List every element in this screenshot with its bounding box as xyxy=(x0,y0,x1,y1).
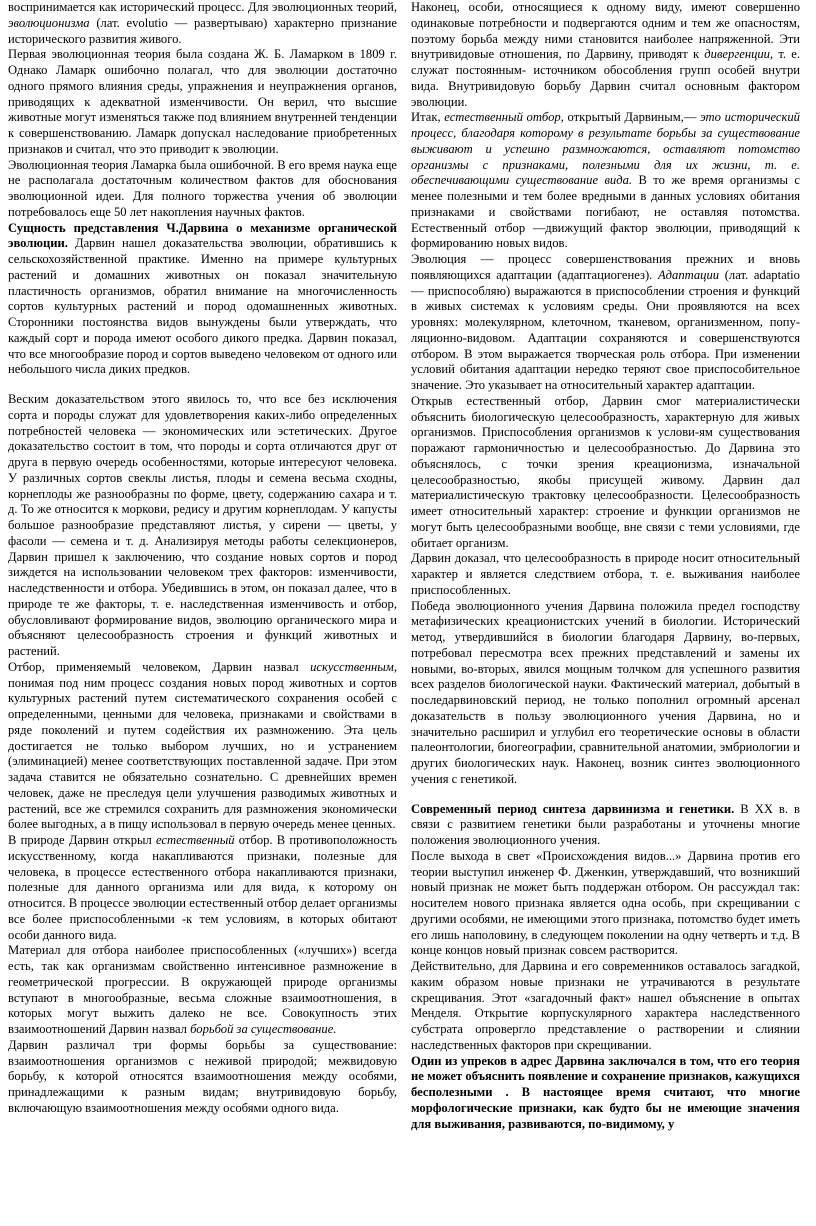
term-evolutionism: эволюционизма xyxy=(8,15,90,30)
term-natural: естественный xyxy=(155,833,235,847)
term-artificial: искусственным, xyxy=(310,659,397,674)
text: открытый Дарвиным,— xyxy=(567,110,697,125)
paragraph-intraspecific xyxy=(411,0,800,110)
text: воспринимается как исторический процесс. Для эволюционных теорий, xyxy=(8,0,397,14)
section-heading: Сущность представления Ч.Дарвина о механизме органической эволюции. xyxy=(8,220,397,251)
section-heading: Современный период синтеза дарвинизма и генетики. xyxy=(411,801,735,816)
paragraph-mendel: Действительно, для Дарвина и его современников оставалось загадкой, каким образом новые признаки не утрачиваются в результате скрещивания. Этот «загадочный факт» нашел объяснение в опытах Менделя. Открытие корпускулярного характера наследственного субстрата опровергло представление о растворении и слиянии наследственных факторов при скрещивании. xyxy=(411,959,800,1052)
left-column xyxy=(8,0,397,1226)
text: т. е. служат постоянным- источником обособления групп особей внутри вида. Внутривидовую борьбу Дарвин считал основным фактором эволюции. xyxy=(411,47,801,109)
term-struggle-for-existence: борьбой за существование. xyxy=(190,1022,337,1036)
paragraph-artificial-selection xyxy=(8,660,397,833)
text: В XX в. в связи с развитием генетики были разработаны и уточнены многие положения эволюционного учения. xyxy=(411,801,800,847)
paragraph-struggle xyxy=(8,943,397,1038)
text: Итак, xyxy=(411,110,441,125)
paragraph-natural-selection-definition xyxy=(411,110,800,252)
paragraph-forms-of-struggle: Дарвин различал три формы борьбы за существование: взаимоотношения организмов с неживой природой; межвидовую борьбу, к которой относятся взаимоотношения между особями, принадлежащими к разным видам; внутривидовую борьбу, включающую взаимоотношения между особями одного вида. xyxy=(8,1037,397,1115)
text: (лат. evolutio — развертываю) характерно признание исторического развития живого. xyxy=(8,15,397,46)
paragraph-relative-expediency: Дарвин доказал, что целесообразность в природе носит относительный характер и является следствием отбора, т. е. выживания наиболее приспособленных. xyxy=(411,551,800,597)
text: Эволюция — процесс совершенствования прежних и вновь появляющихся адаптации (адаптациогенез). xyxy=(411,252,800,282)
term-divergence: дивергенции, xyxy=(704,47,774,62)
text: Отбор, применяемый человеком, Дарвин назвал xyxy=(8,659,299,674)
paragraph-lamarck-theory: Первая эволюционная теория была создана Ж. Б. Ламарком в 1809 г. Однако Ламарк ошибочно полагал, что для эволюции достаточно одного прямого влияния среды, упражнения и неупражнения органов, приводящих к адекватной изменчивости. Он верил, что высшие животные могут изменяться также под влиянием внутренней тенденции к совершенствованию. Ламарк допускал наследование приобретенных признаков и считал, что это приводит к эволюции. xyxy=(8,47,397,156)
text: (лат. adaptatio— приспособляю) выражаются в приспособлении строения и функций в живых системах к условиям среды. Они проявляются на всех уровнях: молекулярном, клеточном, тканевом, организменном, попу-ляционно-видовом. Адаптации сохраняются и совершенствуются отбором. В этом выражается творческая роль отбора. При изменении условий обитания адаптации нередко теряют свое приспособительное значение. Это указывает на относительный характер адаптации. xyxy=(411,267,800,392)
text: понимая под ним процесс создания новых пород животных и сортов культурных растений путем систематического сохранения особей с определенными, ценными для человека, признаками и свойствами в ряде поколений и путем содействия их размножению. Эта цель достигается не только выбором лучших, но и устранением (элиминацией) менее соответствующих поставленной задаче. При этом задача ставится не обязательно сознательно. С древнейших времен человек, даже не преследуя цели улучшения разводимых животных и растений, все же стремился сохранить для размножения экономически более выгодных, а в пищу использовал в первую очередь менее ценных. xyxy=(8,675,397,832)
paragraph-reproach: Один из упреков в адрес Дарвина заключался в том, что его теория не может объяснить появление и сохранение признаков, кажущихся бесполезными . В настоящее время считают, что многие морфологические признаки, как будто бы не имеющие значения для выживания, развиваются, по-видимому, у xyxy=(411,1053,800,1131)
right-column xyxy=(411,0,800,1226)
text: отбор. В противоположность искусственному, когда накапливаются признаки, полезные для человека, в процессе естественного отбора накапливаются признаки, полезные для данного организма или для вида, к которому он относится. В процессе эволюции естественный отбор делает организмы все более приспособленными -к тем условиям, в которых обитают особи данного вида. xyxy=(8,833,397,942)
text: Наконец, особи, относящиеся к одному виду, имеют совершенно одинаковые потребности и подвергаются одним и тем же опасностям, поэтому борьба между ними становится наиболее напряженной. Эти внутривидовые отношения, по Дарвину, приводят к xyxy=(411,0,800,62)
text: Материал для отбора наиболее приспособленных («лучших») всегда есть, так как организмам свойственно интенсивное размножение в геометрической прогрессии. В окружающей природе организмы вступают в многообразные, весьма сложные взаимоотношения, в которых могут выжить далеко не все. Совокупность этих взаимоотношений Дарвин назвал xyxy=(8,943,397,1036)
paragraph-victory: Победа эволюционного учения Дарвина положила предел господству метафизических креационистских учений в биологии. Исторический метод, утвердившийся в биологии благодаря Дарвину, во-первых, потребовал пересмотра всех прежних представлений и замены их новыми, во-вторых, явился мощным толчком для успешного развития всех разделов биологической науки. Фактический материал, добытый в последарвиновский период, не только пополнил огромный арсенал доказательств в пользу эволюционного учения Дарвина, но и значительно расширил и углубил его теоретические основы в области палеонтологии, биогеографии, сравнительной анатомии, эмбриологии и других биологических наук. Наконец, возник синтез эволюционного учения с генетикой. xyxy=(411,598,800,786)
paragraph-expediency: Открыв естественный отбор, Дарвин смог материалистически объяснить биологическую целесообразность, характерную для живых организмов. Приспособления организмов к услови-ям существования поражают гармоничностью и целесообразностью. До Дарвина это объяснялось, с точки зрения креационизма, изначальной целесообразностью, якобы присущей живому. Дарвин дал материалистическую трактовку целесообразности. Целесообразность имеет относительный характер: строение и функции организмов не могут быть целесообразными вообще, вне связи с теми условиями, где обитает организм. xyxy=(411,393,800,550)
paragraph xyxy=(8,0,397,47)
paragraph-lamarck-error: Эволюционная теория Ламарка была ошибочной. В его время наука еще не располагала достаточным количеством фактов для обоснования эволюционной идеи. Для полного торжества учения об эволюции потребовалось еще 50 лет накопления научных фактов. xyxy=(8,157,397,219)
paragraph-adaptations xyxy=(411,252,800,394)
definition-italic: это исторический процесс, благодаря которому в результате борьбы за существование выживают и успешно размножаются, оставляют потомство организмы с признаками, полезными для их жизни, т. е. обеспечивающими существование вида. xyxy=(411,110,800,188)
text: Дарвин нашел доказательства эволюции, обратившись к сельскохозяйственной практике. Именно на примере культурных растений и домашних животных он показал значительную пластичность организмов, обратил внимание на многочисленность сортов культурных растений и пород одомашненных животных. Сторонники постоянства видов вынуждены были утверждать, что каждый сорт и порода имеют особого дикого предка. Дарвин показал, что все многообразие пород и сортов выведено человеком от одного или небольшого числа диких предков. xyxy=(8,236,397,377)
paragraph-jenkin: После выхода в свет «Происхождения видов...» Дарвина против его теории выступил инженер Ф. Дженкин, утверждавший, что возникший новый признак не может быть поддержан отбором. Он рассуждал так: носителем нового признака является одна особь, при скрещивании с другими особями, не имеющими этого признака, потомство будет иметь его лишь наполовину, в следующем поколении на одну четверть и т.д. В конце концов новый признак совсем растворится. xyxy=(411,848,800,958)
paragraph-modern-synthesis xyxy=(411,802,800,849)
text: В то же время организмы с менее полезными и тем более вредными в данных условиях обитания признаками и свойствами погибают, не оставляя потомства. Естественный отбор —движущий фактор эволюции, приводящий к формированию новых видов. xyxy=(411,173,800,251)
spacer xyxy=(411,788,800,802)
paragraph-natural-selection xyxy=(8,833,397,943)
text: В природе Дарвин открыл xyxy=(8,833,152,847)
paragraph-darwin-essence xyxy=(8,221,397,379)
term-natural-selection: естественный отбор, xyxy=(444,110,564,125)
paragraph-evidence: Веским доказательством этого явилось то, что все без исключения сорта и породы служат для удовлетворения каких-либо определенных потребностей человека — экономических или эстетических. Другое доказательство состоит в том, что породы и сорта отличаются друг от друга в первую очередь особенностями, которые интересуют человека. У различных сортов свеклы листья, плоды и семена весьма сходны, корнеплоды же разнообразны по форме, цвету, содержанию сахара и т. д. То же относится к моркови, редису и другим корнеплодам. У капусты большое разнообразие представляют листья, у сирени — цветы, у фасоли — семена и т. д. Анализируя методы работы селекционеров, Дарвин пришел к заключению, что создание новых сортов и пород зиждется на использовании человеком трех факторов: изменчивости, наследственности и отбора. Убедившись в этом, он показал далее, что в природе те же факторы, т. е. наследственная изменчивость и отбор, обусловливают формирование видов, эволюцию органического мира и объясняют целесообразность строения и функций животных и растений. xyxy=(8,392,397,658)
spacer xyxy=(8,378,397,392)
term-adaptations: Адаптации xyxy=(657,267,720,282)
